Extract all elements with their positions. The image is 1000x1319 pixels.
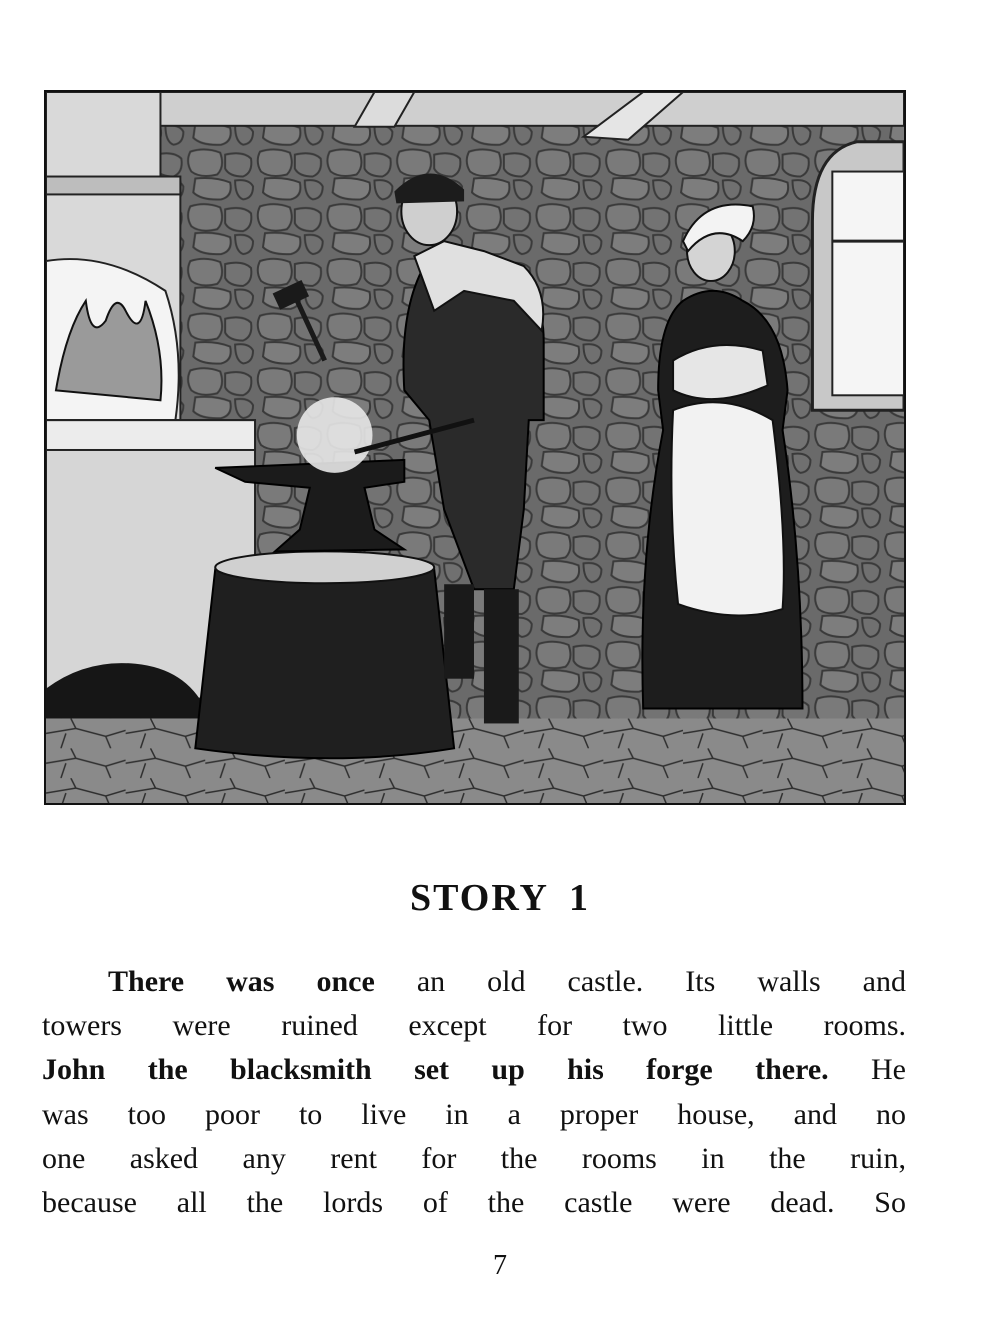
story-line-bold: There was once xyxy=(108,965,375,998)
story-line xyxy=(42,1048,906,1092)
story-line-text: an old castle. Its walls and xyxy=(374,965,906,998)
story-line-text: because all the lords of the castle were dead. So xyxy=(42,1186,906,1220)
story-line-text: was too poor to live in a proper house, and no xyxy=(42,1097,906,1131)
story-line xyxy=(42,960,906,1004)
story-line xyxy=(42,1093,906,1137)
story-line-text: towers were ruined except for two little rooms. xyxy=(42,1009,906,1043)
story-line-text: one asked any rent for the rooms in the ruin, xyxy=(42,1141,906,1175)
story-line xyxy=(42,1137,906,1181)
story-line-text: He xyxy=(828,1053,906,1087)
blacksmith-forge-illustration xyxy=(44,90,906,805)
story-line xyxy=(42,1004,906,1048)
story-paragraph xyxy=(42,960,906,1225)
story-line xyxy=(42,1181,906,1225)
story-title: STORY 1 xyxy=(410,877,590,919)
page-number: 7 xyxy=(493,1250,507,1281)
story-line-bold: John the blacksmith set up his forge there. xyxy=(42,1053,829,1087)
